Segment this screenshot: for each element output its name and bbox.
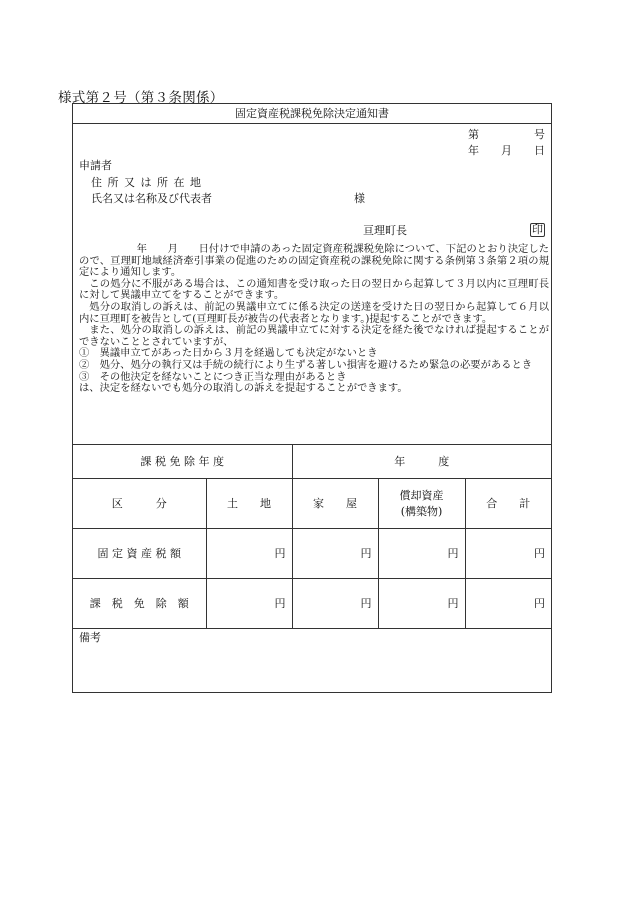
amount-cell-land: 円 <box>206 579 292 629</box>
table-row <box>73 529 551 579</box>
issuer-seal-mark <box>530 223 545 237</box>
column-header-category: 区 分 <box>73 479 206 529</box>
table-row <box>73 579 551 629</box>
exemption-year-value: 年 度 <box>292 445 551 479</box>
amount-cell-total: 円 <box>465 579 551 629</box>
body-paragraph-closing: は、決定を経ないでも処分の取消しの訴えを提起することができます。 <box>79 382 408 395</box>
amount-cell-buildings: 円 <box>292 579 378 629</box>
row-label-property-tax: 固 定 資 産 税 額 <box>73 529 206 579</box>
body-paragraph-lawsuit: 処分の取消しの訴えは、前記の異議申立てに係る決定の送達を受けた日の翌日から起算して６月以内に亘理町を被告として(亘理町長が被告の代表者となります。)提起することができます。 <box>79 300 549 325</box>
applicant-name-label: 氏名又は名称及び代表者 <box>91 192 212 205</box>
document-date-line: 年 月 日 <box>468 144 545 157</box>
body-paragraph-exception: また、処分の取消しの訴えは、前記の異議申立てに対する決定を経た後でなければ提起することができないこととされていますが、 <box>79 324 549 348</box>
applicant-heading: 申請者 <box>79 159 112 172</box>
amount-cell-depreciable-assets: 円 <box>378 529 465 579</box>
amount-cell-depreciable-assets: 円 <box>378 579 465 629</box>
body-paragraph-decision: 年 月 日付けで申請のあった固定資産税課税免除について、下記のとおり決定したので、亘理町地域経済牽引事業の促進のための固定資産税の課税免除に関する条例第３条第２項の規定により通知します。 <box>79 243 549 279</box>
row-label-exemption-amount: 課 税 免 除 額 <box>73 579 206 629</box>
body-list-item: ② 処分、処分の執行又は手続の続行により生ずる著しい損害を避けるため緊急の必要があるとき <box>79 358 533 371</box>
amount-cell-buildings: 円 <box>292 529 378 579</box>
document-title: 固定資産税課税免除決定通知書 <box>73 104 551 124</box>
notice-body <box>79 244 549 395</box>
column-header-land: 土 地 <box>206 479 292 529</box>
seal-icon: 印 <box>532 223 543 236</box>
body-list-item: ③ その他決定を経ないことにつき正当な理由があるとき <box>79 370 347 383</box>
column-header-total: 合 計 <box>465 479 551 529</box>
notice-form-frame <box>72 103 552 693</box>
body-paragraph-objection: この処分に不服がある場合は、この通知書を受け取った日の翌日から起算して３月以内に亘理町長に対して異議申立てをすることができます。 <box>79 277 549 302</box>
form-number-label: 様式第２号（第３条関係） <box>58 90 224 106</box>
amount-cell-land: 円 <box>206 529 292 579</box>
exemption-table-wrap <box>73 444 551 629</box>
column-header-depreciable-assets: 償却資産 (構築物) <box>378 479 465 529</box>
issuer-title: 亘理町長 <box>363 224 407 237</box>
exemption-year-label: 課 税 免 除 年 度 <box>73 445 292 479</box>
amount-cell-total: 円 <box>465 529 551 579</box>
remarks-label: 備考 <box>79 631 101 644</box>
column-header-buildings: 家 屋 <box>292 479 378 529</box>
applicant-address-label: 住 所 又 は 所 在 地 <box>91 176 202 189</box>
body-list-item: ① 異議申立てがあった日から３月を経過しても決定がないとき <box>79 347 378 360</box>
exemption-table <box>73 444 551 629</box>
document-number-line: 第 号 <box>468 128 545 141</box>
applicant-honorific: 様 <box>354 192 365 205</box>
